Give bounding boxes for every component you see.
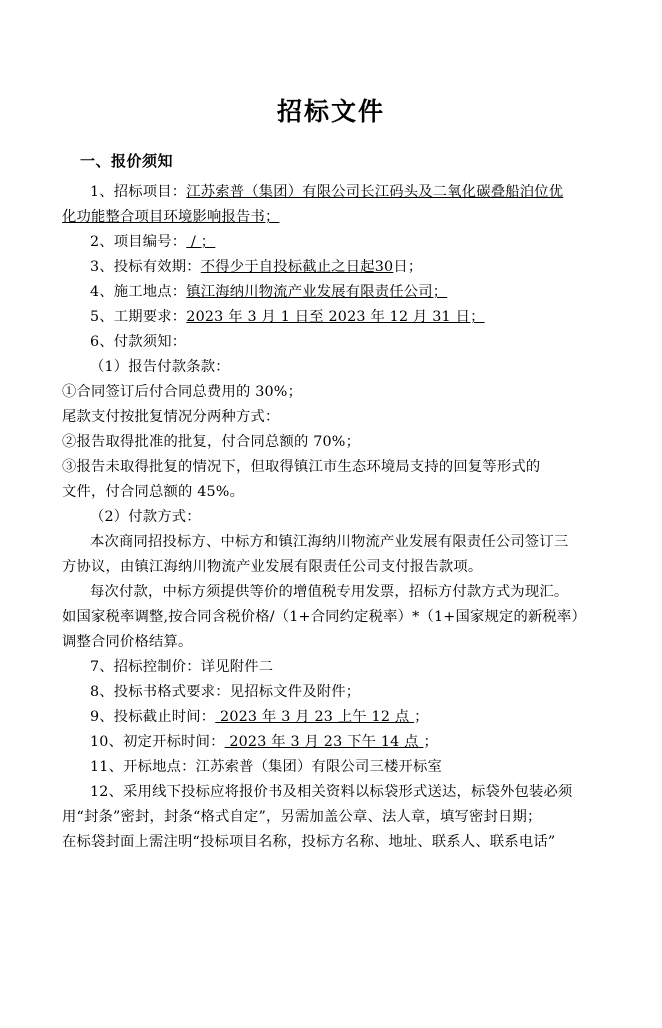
item-12-line-2: 用“封条”密封，封条“格式自定”，另需加盖公章、法人章，填写密封日期；	[62, 809, 542, 825]
payment-paragraph-1-cont: 方协议，由镇江海纳川物流产业发展有限责任公司支付报告款项。	[62, 559, 483, 575]
payment-paragraph-2-cont-2: 调整合同价格结算。	[62, 634, 193, 650]
item-11	[62, 755, 600, 780]
item-2	[62, 230, 600, 255]
item-8	[62, 680, 600, 705]
item-3-days: 30	[374, 259, 394, 275]
item-5-value: 2023 年 3 月 1 日至 2023 年 12 月 31 日；	[186, 309, 485, 325]
item-1	[62, 180, 600, 205]
item-9	[62, 705, 600, 730]
item-9-suffix: ；	[414, 709, 429, 725]
item-7	[62, 655, 600, 680]
item-5	[62, 305, 600, 330]
document-page	[0, 92, 662, 1028]
payment-paragraph-2-cont-1: 如国家税率调整,按合同含税价格/（1+合同约定税率）*（1+国家规定的新税率）	[62, 609, 586, 625]
item-6-sub-1-b: 尾款支付按批复情况分两种方式：	[62, 409, 280, 425]
item-7-value: 详见附件二	[200, 659, 274, 675]
item-12-line-1: 12、采用线下投标应将报价书及相关资料以标袋形式送达，标袋外包装必须	[90, 784, 573, 800]
item-9-value: 2023 年 3 月 23 上午 12 点	[215, 709, 415, 725]
section-heading-1: 一、报价须知	[80, 152, 174, 170]
item-6: 6、付款须知：	[90, 334, 187, 350]
item-1-value: 江苏索普（集团）有限公司长江码头及二氧化碳叠船泊位优	[186, 184, 564, 200]
item-3-suffix: 日；	[393, 259, 423, 275]
item-3-label: 3、投标有效期：	[90, 259, 201, 275]
item-2-value: / ；	[186, 234, 216, 250]
item-7-label: 7、招标控制价：	[90, 659, 201, 675]
item-1-cont	[62, 205, 600, 230]
item-10-label: 10、初定开标时间：	[90, 734, 225, 750]
item-5-label: 5、工期要求：	[90, 309, 187, 325]
item-6-sub-2: （2）付款方式：	[90, 509, 201, 525]
item-6-sub-1-d: ③报告未取得批复的情况下，但取得镇江市生态环境局支持的回复等形式的	[62, 459, 541, 475]
item-4-label: 4、施工地点：	[90, 284, 187, 300]
item-3	[62, 255, 600, 280]
item-4-value: 镇江海纳川物流产业发展有限责任公司；	[186, 284, 448, 300]
payment-paragraph-1: 本次商同招投标方、中标方和镇江海纳川物流产业发展有限责任公司签订三	[90, 534, 569, 550]
item-8-label: 8、投标书格式要求：	[90, 684, 230, 700]
item-12-line-3: 在标袋封面上需注明“投标项目名称，投标方名称、地址、联系人、联系电话”	[62, 834, 556, 850]
item-11-label: 11、开标地点：	[90, 759, 196, 775]
item-6-sub-1: （1）报告付款条款：	[90, 359, 230, 375]
item-6-sub-1-d-cont: 文件，付合同总额的 45%。	[62, 484, 245, 500]
item-9-label: 9、投标截止时间：	[90, 709, 216, 725]
item-1-value-cont: 化功能整合项目环境影响报告书；	[62, 209, 280, 225]
item-10	[62, 730, 600, 755]
item-6-sub-1-a: ①合同签订后付合同总费用的 30%；	[62, 384, 303, 400]
item-11-value: 江苏索普（集团）有限公司三楼开标室	[195, 759, 443, 775]
item-4	[62, 280, 600, 305]
item-10-suffix: ；	[423, 734, 438, 750]
page-title: 招标文件	[276, 97, 385, 126]
item-2-label: 2、项目编号：	[90, 234, 187, 250]
item-8-value: 见招标文件及附件；	[229, 684, 361, 700]
item-10-value: 2023 年 3 月 23 下午 14 点	[224, 734, 424, 750]
item-3-value: 不得少于自投标截止之日起	[200, 259, 375, 275]
payment-paragraph-2: 每次付款，中标方须提供等价的增值税专用发票，招标方付款方式为现汇。	[90, 584, 569, 600]
item-1-label: 1、招标项目：	[90, 184, 187, 200]
item-6-sub-1-c: ②报告取得批准的批复，付合同总额的 70%；	[62, 434, 361, 450]
